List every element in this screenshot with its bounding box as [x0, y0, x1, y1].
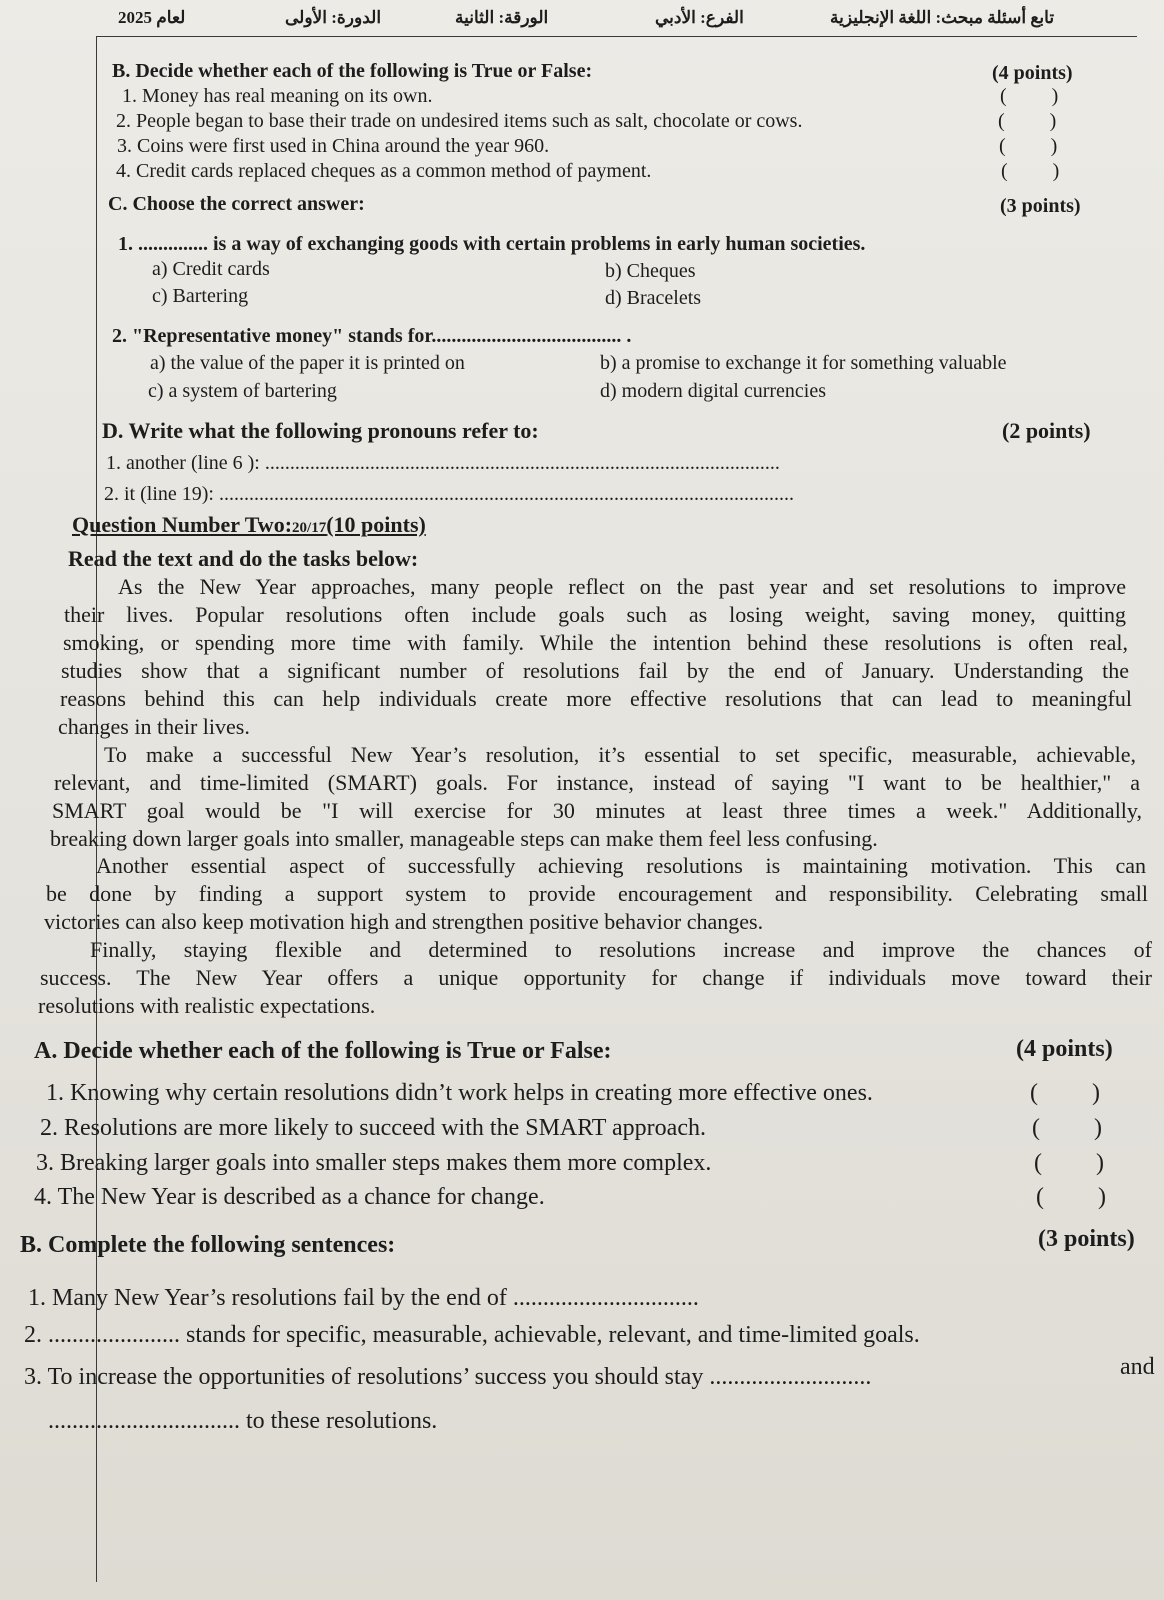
q1-b-points: (4 points)	[992, 62, 1073, 84]
passage-line-4: studies show that a significant number of resolutions fail by the end of January. Understanding the	[61, 658, 1129, 683]
q1-d-item-2[interactable]: 2. it (line 19): ...................................................................................................................	[104, 483, 794, 505]
q1-b-item-2: 2. People began to base their trade on undesired items such as salt, chocolate or cows.	[116, 110, 803, 132]
q2-b-points: (3 points)	[1038, 1226, 1135, 1252]
answer-paren[interactable]: ( )	[1030, 1080, 1100, 1106]
q1-c-points: (3 points)	[1000, 195, 1081, 217]
q2-b-item-2[interactable]: 2. ...................... stands for specific, measurable, achievable, relevant, and time-limited goals.	[24, 1322, 920, 1348]
q2-a-item-3: 3. Breaking larger goals into smaller steps makes them more complex.	[36, 1150, 712, 1176]
option-d[interactable]: d) Bracelets	[605, 287, 702, 309]
q2-b-item-1[interactable]: 1. Many New Year’s resolutions fail by the end of ...............................	[28, 1285, 699, 1311]
q1-d-title: D. Write what the following pronouns refer to:	[102, 418, 539, 443]
q2-a-item-2: 2. Resolutions are more likely to succeed with the SMART approach.	[40, 1115, 706, 1141]
passage-line-6: changes in their lives.	[58, 714, 250, 739]
passage-line-1: As the New Year approaches, many people reflect on the past year and set resolutions to improve	[118, 574, 1126, 599]
q2-a-item-1: 1. Knowing why certain resolutions didn’t work helps in creating more effective ones.	[46, 1080, 873, 1106]
q1-c-stem-2: 2. "Representative money" stands for...................................... .	[112, 325, 632, 347]
q1-b-item-3: 3. Coins were first used in China around the year 960.	[117, 135, 550, 157]
passage-line-13: victories can also keep motivation high and strengthen positive behavior changes.	[44, 909, 764, 934]
option-b[interactable]: b) Cheques	[605, 260, 696, 282]
passage-line-14: Finally, staying flexible and determined to resolutions increase and improve the chances of	[90, 937, 1152, 962]
passage-line-15: success. The New Year offers a unique opportunity for change if individuals move toward their	[40, 965, 1152, 990]
answer-paren[interactable]: ( )	[1036, 1184, 1106, 1210]
q1-b-item-4: 4. Credit cards replaced cheques as a common method of payment.	[116, 160, 652, 182]
option-b[interactable]: b) a promise to exchange it for something valuable	[600, 352, 1007, 374]
q2-b-item-3-cont[interactable]: ................................ to these resolutions.	[48, 1408, 438, 1434]
passage-line-9: SMART goal would be "I will exercise for 30 minutes at least three times a week." Additionally,	[52, 798, 1142, 823]
q2-a-title: A. Decide whether each of the following is True or False:	[34, 1038, 612, 1064]
q2-a-points: (4 points)	[1016, 1036, 1113, 1062]
q2-title-points: (10 points)	[326, 512, 426, 537]
option-a[interactable]: a) Credit cards	[152, 258, 270, 280]
q1-d-item-1[interactable]: 1. another (line 6 ): .......................................................................................................	[106, 452, 780, 474]
option-c[interactable]: c) a system of bartering	[148, 380, 337, 402]
q2-a-item-4: 4. The New Year is described as a chance for change.	[34, 1184, 545, 1210]
passage-line-11: Another essential aspect of successfully achieving resolutions is maintaining motivation. This can	[96, 853, 1146, 878]
passage-line-12: be done by finding a support system to provide encouragement and responsibility. Celebrating small	[46, 881, 1148, 906]
answer-paren[interactable]: ( )	[998, 110, 1057, 132]
option-c[interactable]: c) Bartering	[152, 285, 249, 307]
header-year: 2025 لعام	[118, 8, 186, 27]
q1-c-title: C. Choose the correct answer:	[108, 193, 365, 215]
q2-b-item-3[interactable]: 3. To increase the opportunities of resolutions’ success you should stay ...........................	[24, 1364, 872, 1390]
answer-paren[interactable]: ( )	[1032, 1115, 1102, 1141]
q2-instruction: Read the text and do the tasks below:	[68, 546, 419, 571]
q2-title-small: 20/17	[292, 520, 327, 536]
passage-line-7: To make a successful New Year’s resolution, it’s essential to set specific, measurable, achievable,	[104, 742, 1136, 767]
option-d[interactable]: d) modern digital currencies	[600, 380, 827, 402]
q1-d-points: (2 points)	[1002, 418, 1091, 443]
q2-title: Question Number Two:	[72, 512, 293, 537]
answer-paren[interactable]: ( )	[1000, 85, 1059, 107]
header-paper: الورقة: الثانية	[455, 8, 549, 27]
passage-line-3: smoking, or spending more time with family. While the intention behind these resolutions is often real,	[63, 630, 1128, 655]
answer-paren[interactable]: ( )	[1001, 160, 1060, 182]
header-branch: الفرع: الأدبي	[655, 8, 744, 27]
header-subject: تابع أسئلة مبحث: اللغة الإنجليزية	[830, 8, 1055, 27]
header-session: الدورة: الأولى	[285, 8, 382, 27]
passage-line-8: relevant, and time-limited (SMART) goals. For instance, instead of saying "I want to be healthier," a	[54, 770, 1140, 795]
passage-line-5: reasons behind this can help individuals create more effective resolutions that can lead to meaningful	[60, 686, 1132, 711]
passage-line-16: resolutions with realistic expectations.	[38, 993, 376, 1018]
passage-line-2: their lives. Popular resolutions often include goals such as losing weight, saving money, quitting	[64, 602, 1126, 627]
answer-paren[interactable]: ( )	[999, 135, 1058, 157]
answer-paren[interactable]: ( )	[1034, 1150, 1104, 1176]
q1-b-title: B. Decide whether each of the following is True or False:	[112, 60, 593, 82]
q2-b-item-3-and: and	[1120, 1354, 1155, 1380]
q2-b-title: B. Complete the following sentences:	[20, 1232, 396, 1258]
passage-line-10: breaking down larger goals into smaller, manageable steps can make them feel less confusing.	[50, 826, 878, 851]
q1-b-item-1: 1. Money has real meaning on its own.	[122, 85, 433, 107]
q1-c-stem-1: 1. .............. is a way of exchanging goods with certain problems in early human societies.	[118, 233, 866, 255]
q2-heading	[72, 512, 426, 538]
option-a[interactable]: a) the value of the paper it is printed on	[150, 352, 465, 374]
